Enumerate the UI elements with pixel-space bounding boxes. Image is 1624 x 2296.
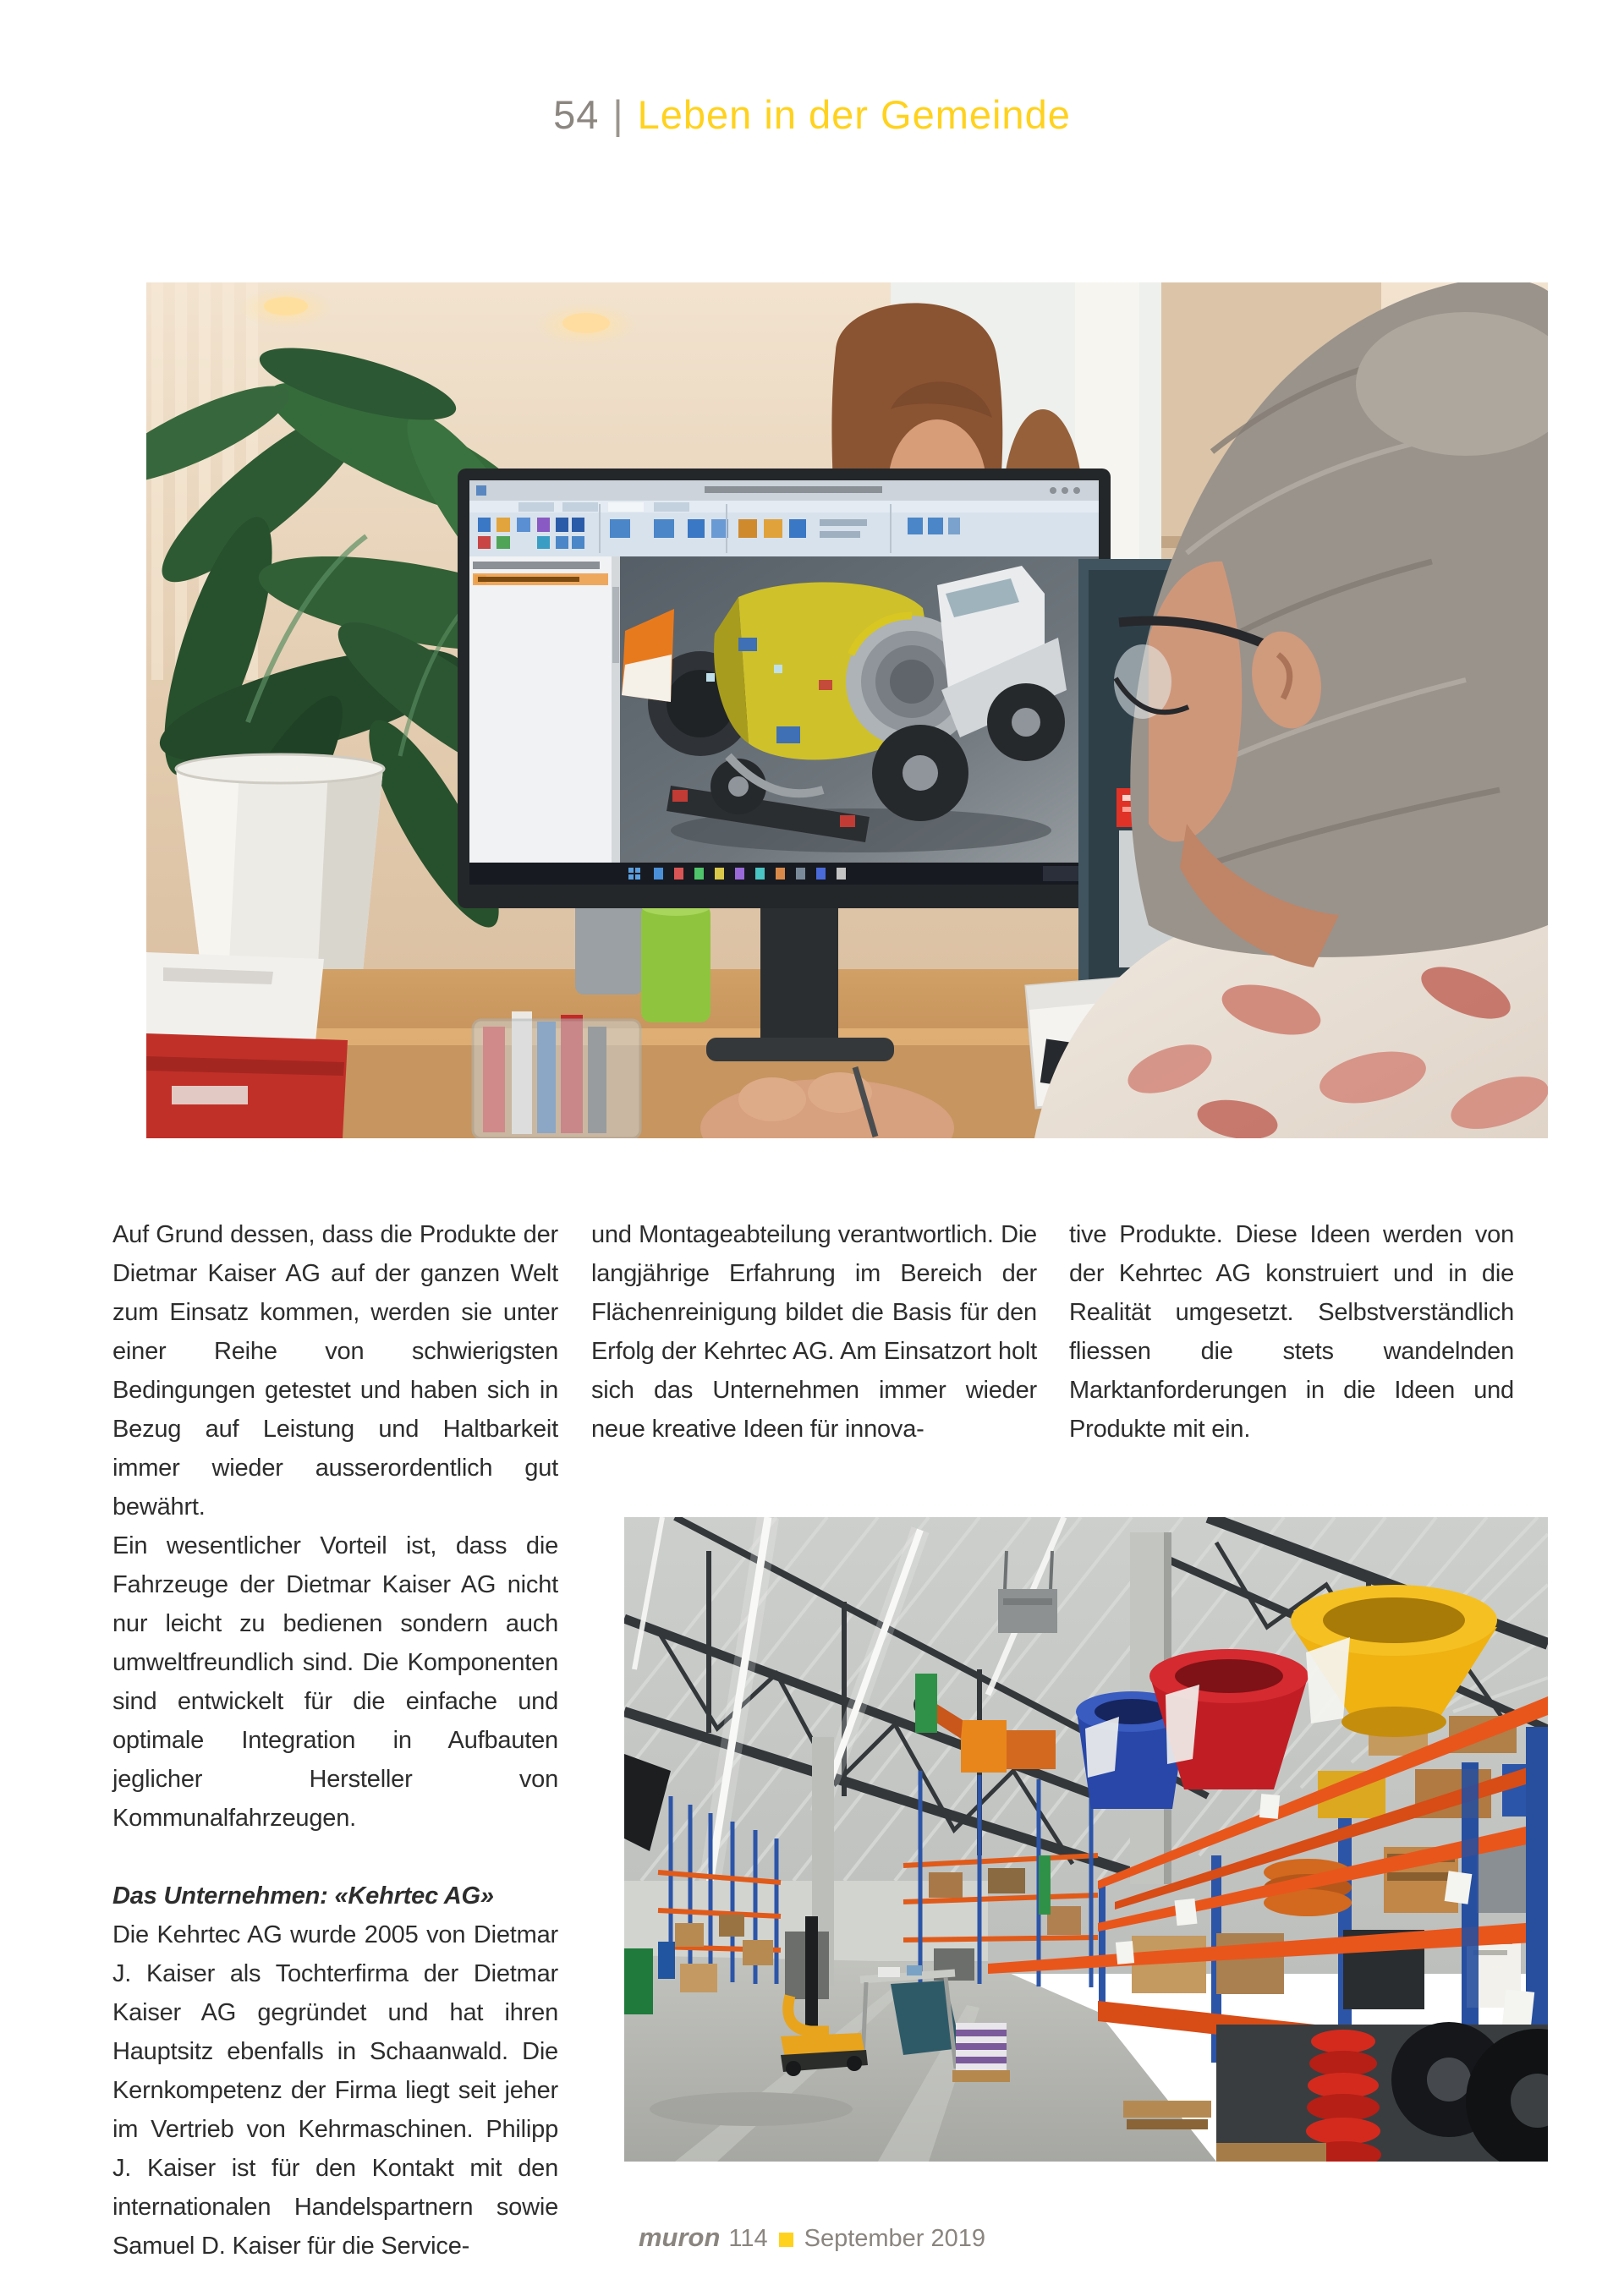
monitor-base (706, 1038, 894, 1061)
paragraph: Die Kehrtec AG wurde 2005 von Dietmar J. Kaiser als Tochterfirma der Dietmar Kaiser AG gegründet und hat ihren Hauptsitz ebenfalls in Schaanwald. Die Kernkompetenz der Firma liegt seit jeher im Vertrieb von Kehrmaschinen. Philipp J. Kaiser ist für den Kontakt mit den internationalen Handelspartnern sowie Samuel D. Kaiser für die Service- (112, 1921, 558, 2260)
sub-heading: Das Unternehmen: «Kehrtec AG» (112, 1882, 494, 1910)
red-book (146, 1033, 348, 1138)
magazine-name: muron (638, 2222, 721, 2252)
text-column-3 (1069, 1215, 1514, 1449)
office-photo-art (146, 282, 1548, 1138)
ceiling-light-2-core (562, 313, 610, 333)
text-column-2 (591, 1215, 1037, 1449)
ceiling-light-core (264, 297, 308, 315)
issue-date: September 2019 (804, 2225, 986, 2252)
warehouse-photo (624, 1517, 1548, 2162)
green-can (641, 897, 710, 1022)
page-number: 54 (553, 92, 600, 137)
section-title: Leben in der Gemeinde (637, 92, 1071, 137)
green-bracket (915, 1674, 937, 1733)
monitor-stand (760, 908, 838, 1052)
footer-square-icon (779, 2233, 793, 2247)
blue-barrel (658, 1942, 675, 1979)
paragraph: tive Produkte. Diese Ideen werden von der Kehrtec AG konstruiert und in die Realität umgesetzt. Selbstverständlich fliessen die stets wandelnden Marktanforderungen in die Ideen und Produkte mit ein. (1069, 1221, 1514, 1443)
screen-taskbar (469, 863, 1099, 885)
paragraph: Ein wesentlicher Vorteil ist, dass die Fahrzeuge der Dietmar Kaiser AG nicht nur leicht zu bedienen sondern auch umweltfreundlich sind. Die Komponenten sind entwickelt für die einfache und optimale Integration in Aufbauten jeglicher Hersteller von Kommunalfahrzeugen. (112, 1532, 558, 1832)
text-column-1 (112, 1215, 558, 2266)
header-divider: | (612, 92, 624, 137)
cad-model-tree (469, 556, 620, 863)
green-bin (624, 1948, 653, 2014)
wrapped-packs-pallet (952, 2023, 1010, 2082)
pallet-box (680, 1964, 717, 1992)
office-photo (146, 282, 1548, 1138)
pen-cup (473, 1011, 640, 1138)
green-post (1039, 1855, 1051, 1915)
paragraph: und Montageabteilung verantwortlich. Die langjährige Erfahrung im Bereich der Flächenreinigung bildet die Basis für den Erfolg der Kehrtec AG. Am Einsatzort holt sich das Unternehmen immer wieder neue kreative Ideen für innova- (591, 1221, 1037, 1443)
white-box-left (146, 952, 324, 1042)
cad-app-window (469, 480, 1099, 885)
paper-wrap (1306, 1637, 1350, 1723)
issue-number: 114 (728, 2225, 768, 2252)
paragraph: Auf Grund dessen, dass die Produkte der Dietmar Kaiser AG auf der ganzen Welt zum Einsatz kommen, werden sie unter einer Reihe von schwierigsten Bedingungen getestet und haben sich in Bezug auf Leistung und Haltbarkeit immer wieder ausserordentlich gut bewährt. (112, 1221, 558, 1521)
warehouse-photo-art (624, 1517, 1548, 2162)
page-footer (0, 2222, 1624, 2253)
page-header (0, 91, 1624, 138)
